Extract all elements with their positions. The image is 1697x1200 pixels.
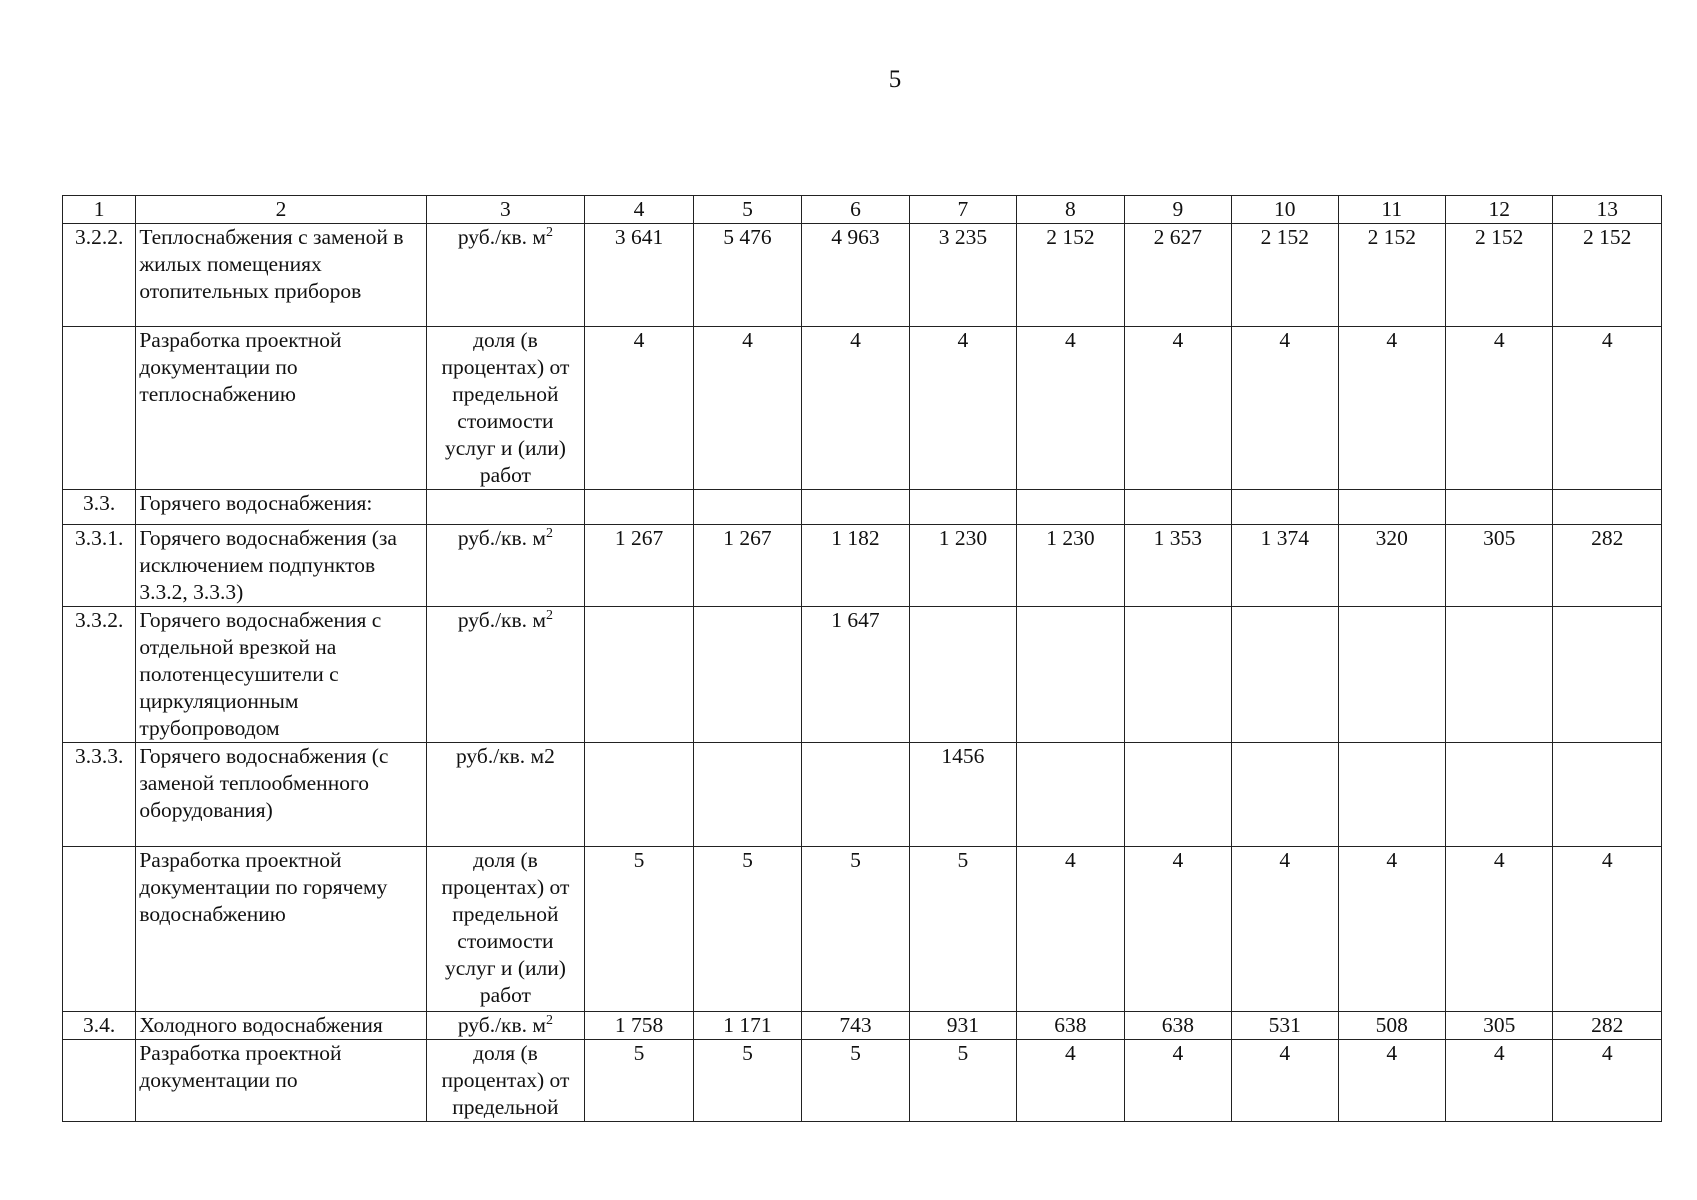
unit-text: доля (в процентах) от предельной стоимости услуг и (или) работ xyxy=(441,848,570,1007)
value-cell: 4 xyxy=(1338,1040,1445,1122)
value-cell xyxy=(909,490,1016,525)
value-cell: 508 xyxy=(1338,1012,1445,1040)
table-row xyxy=(63,1040,1662,1122)
value-cell: 4 xyxy=(1124,1040,1231,1122)
value-cell: 1 647 xyxy=(802,607,909,743)
value-cell: 4 xyxy=(1446,847,1553,1012)
value-cell: 320 xyxy=(1338,525,1445,607)
value-cell: 743 xyxy=(802,1012,909,1040)
value-cell: 4 xyxy=(585,327,693,490)
unit-text: руб./кв. м2 xyxy=(455,744,555,768)
unit-text: доля (в процентах) от предельной стоимости услуг и (или) работ xyxy=(441,328,570,487)
value-cell: 2 627 xyxy=(1124,224,1231,327)
table-row xyxy=(63,847,1662,1012)
page-number: 5 xyxy=(888,66,902,93)
value-cell xyxy=(1232,743,1338,847)
value-cell: 3 641 xyxy=(585,224,693,327)
value-cell: 4 xyxy=(1017,1040,1124,1122)
value-cell xyxy=(1338,607,1445,743)
value-cell: 4 xyxy=(1338,847,1445,1012)
value-cell: 1 230 xyxy=(1017,525,1124,607)
row-name: Разработка проектной документации по xyxy=(136,1040,426,1122)
value-cell xyxy=(1124,743,1231,847)
value-cell: 5 xyxy=(585,847,693,1012)
row-name: Горячего водоснабжения (за исключением подпунктов 3.3.2, 3.3.3) xyxy=(136,525,426,607)
value-cell: 1 267 xyxy=(585,525,693,607)
table-row xyxy=(63,490,1662,525)
value-cell: 4 xyxy=(1446,327,1553,490)
value-cell: 3 235 xyxy=(909,224,1016,327)
row-name: Горячего водоснабжения: xyxy=(136,490,426,525)
value-cell xyxy=(1124,490,1231,525)
value-cell: 5 xyxy=(802,1040,909,1122)
value-cell: 1 182 xyxy=(802,525,909,607)
value-cell xyxy=(693,607,801,743)
row-name: Горячего водоснабжения с отдельной врезкой на полотенцесушители с циркуляционным трубопроводом xyxy=(136,607,426,743)
column-number: 3 xyxy=(426,196,585,224)
value-cell: 2 152 xyxy=(1232,224,1338,327)
value-cell: 4 xyxy=(1446,1040,1553,1122)
value-cell: 4 xyxy=(1232,847,1338,1012)
value-cell: 4 xyxy=(693,327,801,490)
value-cell xyxy=(585,743,693,847)
value-cell xyxy=(1338,743,1445,847)
table-row xyxy=(63,224,1662,327)
row-unit xyxy=(426,743,585,847)
row-unit xyxy=(426,224,585,327)
row-unit xyxy=(426,607,585,743)
row-number: 3.2.2. xyxy=(63,224,136,327)
column-number-row xyxy=(63,196,1662,224)
column-number: 1 xyxy=(63,196,136,224)
value-cell: 931 xyxy=(909,1012,1016,1040)
unit-superscript: 2 xyxy=(546,1012,554,1028)
value-cell xyxy=(802,743,909,847)
value-cell xyxy=(693,490,801,525)
value-cell: 4 xyxy=(802,327,909,490)
row-unit xyxy=(426,1012,585,1040)
value-cell: 5 xyxy=(909,1040,1016,1122)
column-number: 4 xyxy=(585,196,693,224)
row-number: 3.3.2. xyxy=(63,607,136,743)
value-cell xyxy=(1446,490,1553,525)
unit-text: руб./кв. м xyxy=(457,526,547,550)
value-cell: 638 xyxy=(1017,1012,1124,1040)
value-cell: 2 152 xyxy=(1338,224,1445,327)
value-cell xyxy=(1553,490,1662,525)
value-cell: 1 353 xyxy=(1124,525,1231,607)
value-cell xyxy=(1553,743,1662,847)
value-cell xyxy=(909,607,1016,743)
value-cell: 5 xyxy=(693,1040,801,1122)
value-cell: 4 xyxy=(909,327,1016,490)
value-cell: 4 xyxy=(1232,327,1338,490)
unit-superscript: 2 xyxy=(546,607,554,623)
row-number: 3.4. xyxy=(63,1012,136,1040)
value-cell: 5 xyxy=(585,1040,693,1122)
value-cell: 1 171 xyxy=(693,1012,801,1040)
value-cell xyxy=(1446,607,1553,743)
value-cell: 1 758 xyxy=(585,1012,693,1040)
column-number: 6 xyxy=(802,196,909,224)
row-number xyxy=(63,847,136,1012)
value-cell: 5 476 xyxy=(693,224,801,327)
rates-table xyxy=(62,195,1662,1122)
unit-superscript: 2 xyxy=(546,525,554,541)
value-cell: 4 xyxy=(1017,327,1124,490)
row-unit xyxy=(426,327,585,490)
value-cell: 282 xyxy=(1553,1012,1662,1040)
value-cell: 2 152 xyxy=(1017,224,1124,327)
value-cell xyxy=(1446,743,1553,847)
row-number: 3.3. xyxy=(63,490,136,525)
column-number: 2 xyxy=(136,196,426,224)
value-cell: 1 230 xyxy=(909,525,1016,607)
value-cell: 1456 xyxy=(909,743,1016,847)
value-cell xyxy=(1017,743,1124,847)
value-cell xyxy=(1017,490,1124,525)
value-cell: 1 267 xyxy=(693,525,801,607)
row-name: Разработка проектной документации по теплоснабжению xyxy=(136,327,426,490)
value-cell: 5 xyxy=(909,847,1016,1012)
value-cell xyxy=(585,607,693,743)
value-cell: 2 152 xyxy=(1446,224,1553,327)
column-number: 9 xyxy=(1124,196,1231,224)
row-number xyxy=(63,327,136,490)
row-name: Разработка проектной документации по горячему водоснабжению xyxy=(136,847,426,1012)
unit-text: руб./кв. м xyxy=(457,1013,547,1037)
value-cell: 638 xyxy=(1124,1012,1231,1040)
unit-superscript: 2 xyxy=(546,224,554,240)
row-unit xyxy=(426,525,585,607)
value-cell: 4 xyxy=(1553,1040,1662,1122)
value-cell: 4 963 xyxy=(802,224,909,327)
value-cell: 305 xyxy=(1446,1012,1553,1040)
row-number: 3.3.3. xyxy=(63,743,136,847)
value-cell: 4 xyxy=(1124,327,1231,490)
column-number: 12 xyxy=(1446,196,1553,224)
value-cell xyxy=(585,490,693,525)
value-cell xyxy=(1232,490,1338,525)
table-row xyxy=(63,327,1662,490)
column-number: 13 xyxy=(1553,196,1662,224)
column-number: 5 xyxy=(693,196,801,224)
value-cell: 5 xyxy=(693,847,801,1012)
table-row xyxy=(63,525,1662,607)
column-number: 7 xyxy=(909,196,1016,224)
value-cell xyxy=(693,743,801,847)
row-unit xyxy=(426,847,585,1012)
value-cell xyxy=(1017,607,1124,743)
row-number: 3.3.1. xyxy=(63,525,136,607)
value-cell: 4 xyxy=(1553,327,1662,490)
column-number: 8 xyxy=(1017,196,1124,224)
value-cell: 4 xyxy=(1232,1040,1338,1122)
value-cell xyxy=(1124,607,1231,743)
value-cell: 1 374 xyxy=(1232,525,1338,607)
value-cell: 2 152 xyxy=(1553,224,1662,327)
unit-text: доля (в процентах) от предельной xyxy=(441,1041,570,1119)
row-unit xyxy=(426,490,585,525)
table-row xyxy=(63,1012,1662,1040)
value-cell: 5 xyxy=(802,847,909,1012)
unit-text: руб./кв. м xyxy=(457,225,547,249)
value-cell: 282 xyxy=(1553,525,1662,607)
value-cell: 4 xyxy=(1124,847,1231,1012)
value-cell: 531 xyxy=(1232,1012,1338,1040)
value-cell xyxy=(1553,607,1662,743)
column-number: 10 xyxy=(1232,196,1338,224)
value-cell: 4 xyxy=(1017,847,1124,1012)
column-number: 11 xyxy=(1338,196,1445,224)
value-cell: 4 xyxy=(1338,327,1445,490)
unit-text: руб./кв. м xyxy=(457,608,547,632)
row-unit xyxy=(426,1040,585,1122)
row-name: Холодного водоснабжения xyxy=(136,1012,426,1040)
row-name: Горячего водоснабжения (с заменой теплообменного оборудования) xyxy=(136,743,426,847)
table-row xyxy=(63,743,1662,847)
value-cell: 4 xyxy=(1553,847,1662,1012)
value-cell xyxy=(1338,490,1445,525)
value-cell xyxy=(1232,607,1338,743)
value-cell: 305 xyxy=(1446,525,1553,607)
value-cell xyxy=(802,490,909,525)
table-row xyxy=(63,607,1662,743)
row-name: Теплоснабжения с заменой в жилых помещениях отопительных приборов xyxy=(136,224,426,327)
row-number xyxy=(63,1040,136,1122)
